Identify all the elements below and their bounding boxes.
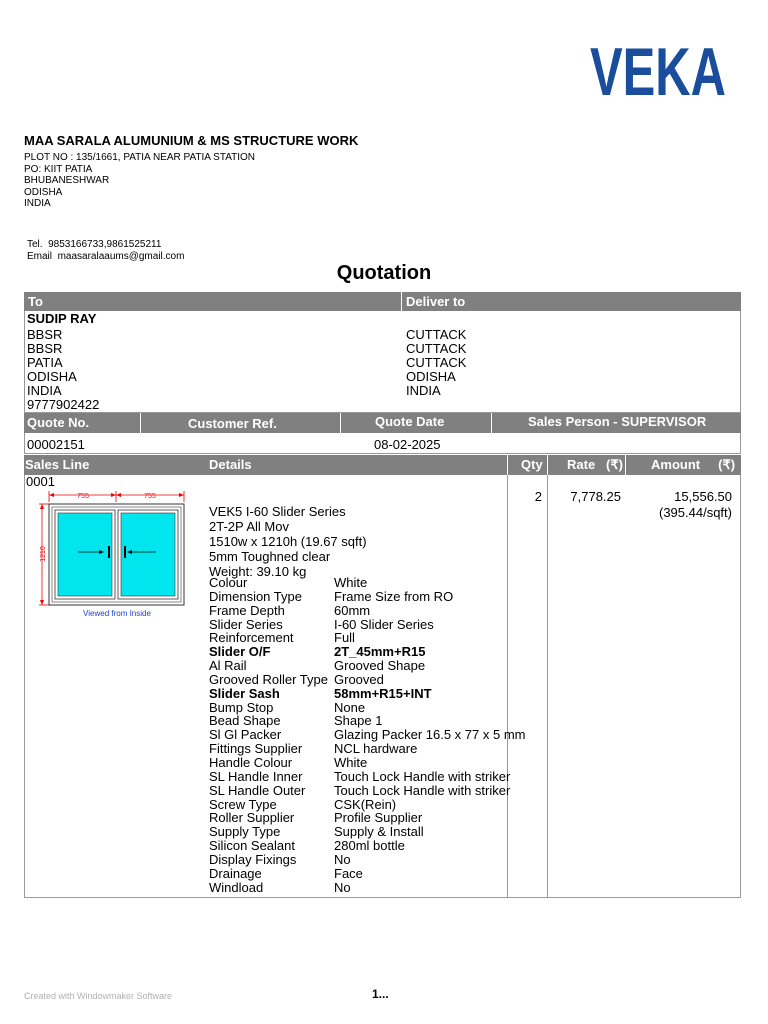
address-line: PATIA — [27, 355, 63, 370]
spec-label: Sl Gl Packer — [209, 727, 282, 743]
spec-label: Dimension Type — [209, 588, 302, 604]
line-number: 0001 — [26, 474, 55, 489]
company-contact — [27, 239, 184, 263]
spec-value: Frame Size from RO — [334, 588, 454, 604]
spec-label: Handle Colour — [209, 754, 293, 770]
address-line: BBSR — [27, 327, 63, 342]
spec-value: 58mm+R15+INT — [334, 685, 432, 701]
spec-label: Windload — [209, 879, 264, 895]
deliver-to-header: Deliver to — [406, 294, 466, 309]
header-divider — [547, 455, 548, 475]
email-value: maasaralaaums@gmail.com — [57, 251, 185, 262]
spec-label: Screw Type — [209, 796, 277, 812]
description-line: VEK5 I-60 Slider Series — [209, 504, 346, 519]
address-line: PO: KIIT PATIA — [24, 163, 93, 175]
price-per-sqft: (395.44/sqft) — [659, 505, 732, 520]
spec-value: Full — [334, 630, 355, 646]
company-address — [24, 152, 255, 210]
line-qty: 2 — [534, 489, 542, 504]
spec-label: Slider Series — [209, 616, 283, 632]
width-label-right: 755 — [144, 493, 156, 500]
spec-value: Touch Lock Handle with striker — [334, 782, 511, 798]
address-box — [24, 311, 741, 413]
arrow-icon — [116, 493, 121, 497]
arrow-icon — [179, 493, 184, 497]
header-divider — [401, 292, 402, 311]
company-name: MAA SARALA ALUMUNIUM & MS STRUCTURE WORK — [24, 133, 359, 148]
customer-ref-header: Customer Ref. — [188, 416, 277, 431]
sales-person-header: Sales Person - SUPERVISOR — [528, 414, 707, 429]
quote-date-header: Quote Date — [375, 414, 445, 429]
right-handle — [124, 546, 126, 558]
spec-value: 280ml bottle — [334, 838, 405, 854]
header-divider — [491, 413, 492, 433]
spec-value: Grooved — [334, 671, 384, 687]
amount-header: Amount (₹) — [651, 457, 736, 472]
address-line: ODISHA — [406, 369, 456, 384]
software-credit: Created with Windowmaker Software — [24, 991, 173, 1001]
description-line: 1510w x 1210h (19.67 sqft) — [209, 534, 367, 549]
line-header-bar — [24, 455, 741, 475]
tel-value: 9853166733,9861525211 — [48, 239, 162, 250]
description-line: 2T-2P All Mov — [209, 519, 289, 534]
page-number: 1... — [372, 987, 389, 1001]
arrow-icon — [49, 493, 54, 497]
left-handle — [108, 546, 110, 558]
spec-value: Glazing Packer 16.5 x 77 x 5 mm — [334, 727, 526, 743]
address-line: ODISHA — [27, 369, 77, 384]
spec-label: Slider Sash — [209, 685, 280, 701]
spec-value: 60mm — [334, 602, 371, 618]
arrow-icon — [40, 600, 44, 605]
address-line: CUTTACK — [406, 327, 467, 342]
phone-row — [27, 239, 184, 251]
address-line: PLOT NO : 135/1661, PATIA NEAR PATIA STATION — [24, 152, 256, 163]
qty-header: Qty — [521, 457, 543, 472]
spec-value: No — [334, 851, 351, 867]
quote-no-header: Quote No. — [27, 415, 90, 430]
spec-label: Slider O/F — [209, 644, 271, 660]
spec-value: NCL hardware — [334, 741, 418, 757]
spec-value: I-60 Slider Series — [334, 616, 434, 632]
spec-value: White — [334, 754, 368, 770]
spec-label: Display Fixings — [209, 851, 297, 867]
line-rate: 7,778.25 — [570, 489, 621, 504]
spec-label: Supply Type — [209, 824, 281, 840]
quote-date: 08-02-2025 — [374, 437, 441, 452]
spec-label: Fittings Supplier — [209, 741, 303, 757]
header-divider — [507, 455, 508, 475]
spec-value: Face — [334, 865, 363, 881]
height-label: 1210 — [40, 546, 47, 562]
spec-label: Drainage — [209, 865, 262, 881]
logo-text: VEKA — [590, 34, 726, 110]
spec-value: Touch Lock Handle with striker — [334, 768, 511, 784]
address-line: BHUBANESHWAR — [24, 175, 110, 186]
veka-logo — [588, 34, 728, 110]
spec-label: Frame Depth — [209, 602, 285, 618]
customer-address — [27, 328, 99, 412]
spec-label: Roller Supplier — [209, 810, 295, 826]
description-line: 5mm Toughned clear — [209, 549, 331, 564]
diagram-caption: Viewed from Inside — [83, 609, 151, 618]
left-glass — [58, 513, 112, 596]
address-line: ODISHA — [24, 186, 63, 198]
rate-header: Rate (₹) — [567, 457, 623, 472]
spec-value: None — [334, 699, 366, 715]
spec-label: Bump Stop — [209, 699, 274, 715]
document-title: Quotation — [336, 262, 432, 284]
address-line: INDIA — [406, 383, 441, 398]
item-description — [209, 504, 367, 579]
email-label: Email — [27, 251, 53, 262]
spec-value: Grooved Shape — [334, 658, 426, 674]
window-diagram — [38, 488, 190, 620]
right-glass — [121, 513, 175, 596]
spec-label: Silicon Sealant — [209, 838, 295, 854]
address-line: CUTTACK — [406, 341, 467, 356]
spec-label: Reinforcement — [209, 630, 294, 646]
header-divider — [340, 413, 341, 433]
spec-value: White — [334, 575, 368, 590]
spec-value: Shape 1 — [334, 713, 383, 729]
spec-value: No — [334, 879, 351, 895]
customer-name: SUDIP RAY — [27, 311, 97, 326]
address-header-bar — [24, 292, 741, 311]
address-line: INDIA — [27, 383, 62, 398]
spec-label: Al Rail — [209, 658, 247, 674]
customer-phone: 9777902422 — [27, 397, 100, 412]
line-amount: 15,556.50 — [674, 489, 732, 504]
quote-header-bar — [24, 413, 741, 433]
details-header: Details — [209, 457, 252, 472]
column-divider — [547, 475, 548, 897]
arrow-icon — [111, 493, 116, 497]
spec-value: Profile Supplier — [334, 810, 423, 826]
spec-value: CSK(Rein) — [334, 796, 397, 812]
address-line: BBSR — [27, 341, 63, 356]
spec-value: Supply & Install — [334, 824, 424, 840]
width-label-left: 755 — [77, 493, 89, 500]
to-header: To — [28, 294, 43, 309]
address-line: INDIA — [24, 198, 51, 209]
column-divider — [507, 475, 508, 897]
spec-label: Bead Shape — [209, 713, 281, 729]
header-divider — [625, 455, 626, 475]
description-line: Weight: 39.10 kg — [209, 564, 307, 579]
tel-label: Tel. — [27, 239, 43, 250]
spec-label: SL Handle Inner — [209, 768, 303, 784]
spec-label: SL Handle Outer — [209, 782, 306, 798]
header-divider — [140, 413, 141, 433]
spec-label: Grooved Roller Type — [209, 671, 328, 687]
address-line: CUTTACK — [406, 355, 467, 370]
spec-value: 2T_45mm+R15 — [334, 644, 426, 660]
spec-label: Colour — [209, 575, 248, 590]
sales-line-header: Sales Line — [25, 457, 90, 472]
arrow-icon — [40, 504, 44, 509]
delivery-address — [406, 328, 466, 398]
quote-number: 00002151 — [27, 437, 85, 452]
